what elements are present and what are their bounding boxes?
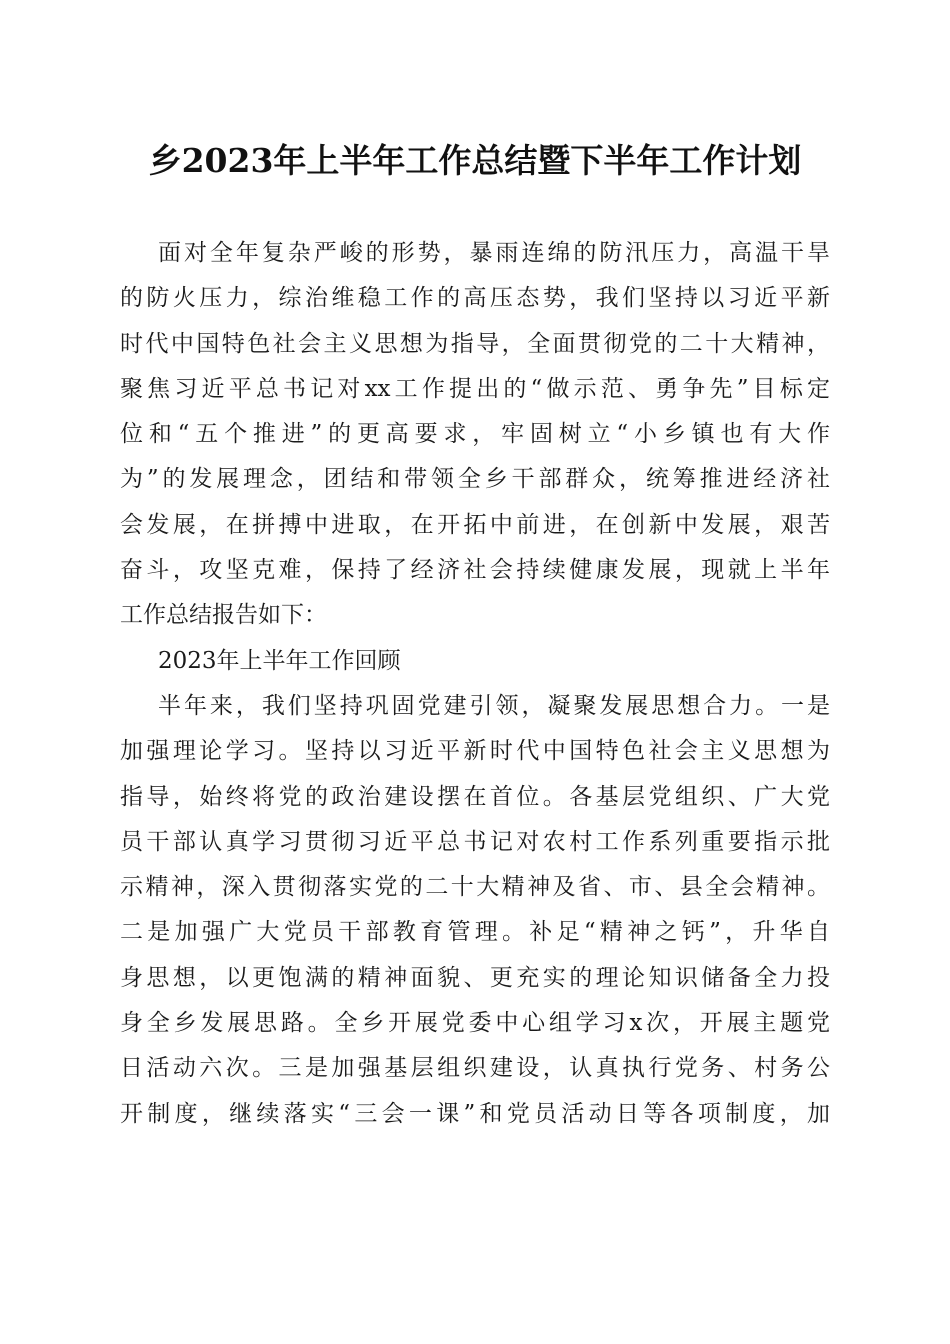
paragraph-1-line-9: 工作总结报告如下：	[120, 602, 327, 629]
paragraph-3-line-2: 加强理论学习。坚持以习近平新时代中国特色社会主义思想为	[120, 738, 830, 765]
document-body	[120, 231, 830, 1137]
paragraph-1-line-2: 的防火压力，综治维稳工作的高压态势，我们坚持以习近平新	[120, 285, 830, 312]
paragraph-3-line-10: 开制度，继续落实“三会一课”和党员活动日等各项制度，加	[120, 1100, 830, 1127]
paragraph-3-line-5: 示精神，深入贯彻落实党的二十大精神及省、市、县全会精神。	[120, 874, 830, 901]
paragraph-3-line-6: 二是加强广大党员干部教育管理。补足“精神之钙”，升华自	[120, 919, 830, 946]
paragraph-1-line-4: 聚焦习近平总书记对xx工作提出的“做示范、勇争先”目标定	[120, 375, 830, 402]
paragraph-1-line-5: 位和“五个推进”的更高要求，牢固树立“小乡镇也有大作	[120, 421, 830, 448]
paragraph-3-line-1: 半年来，我们坚持巩固党建引领，凝聚发展思想合力。一是	[158, 692, 830, 719]
paragraph-3-line-8: 身全乡发展思路。全乡开展党委中心组学习x次，开展主题党	[120, 1010, 830, 1037]
paragraph-3-line-3: 指导，始终将党的政治建设摆在首位。各基层党组织、广大党	[120, 783, 830, 810]
paragraph-1-line-1: 面对全年复杂严峻的形势，暴雨连绵的防汛压力，高温干旱	[158, 240, 830, 266]
paragraph-1-line-3: 时代中国特色社会主义思想为指导，全面贯彻党的二十大精神，	[120, 330, 830, 357]
paragraph-1-line-8: 奋斗，攻坚克难，保持了经济社会持续健康发展，现就上半年	[120, 557, 830, 584]
paragraph-3-line-4: 员干部认真学习贯彻习近平总书记对农村工作系列重要指示批	[120, 828, 830, 855]
paragraph-3-line-7: 身思想，以更饱满的精神面貌、更充实的理论知识储备全力投	[120, 964, 830, 991]
section-heading: 2023年上半年工作回顾	[158, 647, 401, 674]
paragraph-1-line-6: 为”的发展理念，团结和带领全乡干部群众，统筹推进经济社	[120, 466, 830, 493]
paragraph-1-line-7: 会发展，在拼搏中进取，在开拓中前进，在创新中发展，艰苦	[120, 511, 830, 538]
paragraph-3-line-9: 日活动六次。三是加强基层组织建设，认真执行党务、村务公	[120, 1055, 830, 1082]
document-title: 乡2023年上半年工作总结暨下半年工作计划	[148, 141, 802, 180]
